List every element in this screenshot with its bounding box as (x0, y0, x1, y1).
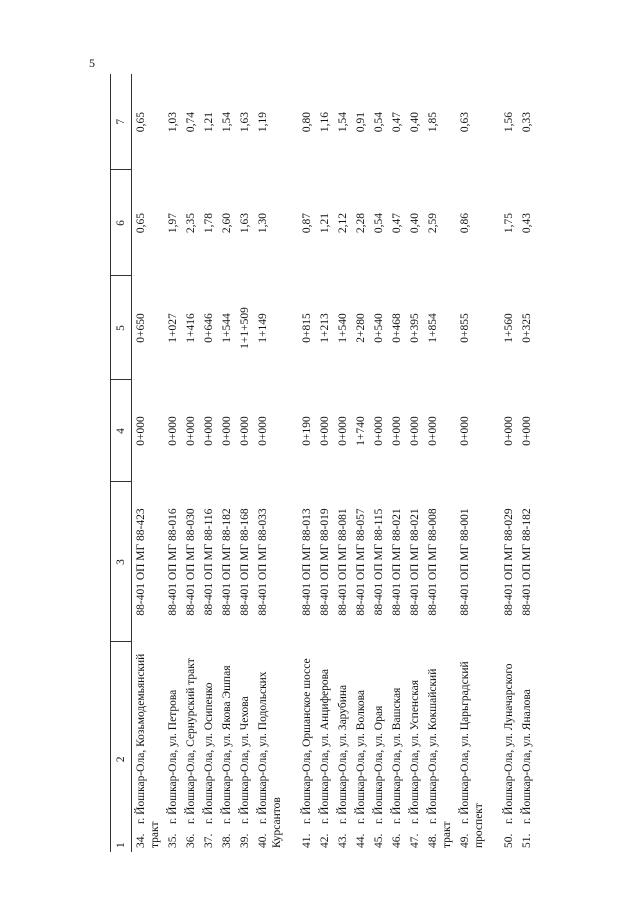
start-km-cell: 0+000 (521, 416, 533, 446)
length-cell: 2,60 (221, 212, 233, 234)
table-row (406, 74, 424, 852)
row-number: 40. (257, 833, 269, 848)
end-km-cell: 1+416 (185, 313, 197, 343)
value-cell: 0,74 (185, 111, 197, 133)
road-name-cell (370, 642, 388, 852)
road-name-cell (132, 642, 165, 852)
end-km-cell: 0+540 (373, 313, 385, 343)
road-code-cell: 88-401 ОП МГ 88-019 (319, 508, 331, 616)
roads-table (110, 74, 536, 852)
column-header: 3 (111, 482, 132, 642)
page-number: 5 (89, 56, 95, 70)
row-number: 38. (221, 833, 233, 848)
road-name-cell (182, 642, 200, 852)
road-name: г. Йошкар-Ола, ул. Чехова (239, 696, 251, 824)
end-km-cell: 1+544 (221, 313, 233, 343)
length-cell: 0,47 (391, 212, 403, 234)
column-header: 5 (111, 276, 132, 380)
road-code-cell: 88-401 ОП МГ 88-029 (503, 508, 515, 616)
road-code-cell: 88-401 ОП МГ 88-182 (221, 508, 233, 616)
row-number: 46. (391, 833, 403, 848)
road-code-cell: 88-401 ОП МГ 88-182 (521, 508, 533, 616)
road-name-cell (254, 642, 286, 852)
road-code-cell: 88-401 ОП МГ 88-021 (391, 508, 403, 616)
road-name-cell (406, 642, 424, 852)
value-cell: 1,03 (167, 111, 179, 133)
start-km-cell: 0+000 (221, 416, 233, 446)
road-name: г. Йошкар-Ола, ул. Волкова (355, 690, 367, 824)
length-cell: 0,65 (135, 212, 147, 234)
start-km-cell: 0+000 (427, 416, 439, 446)
road-name: г. Йошкар-Ола, ул. Подольских Курсантов (257, 671, 283, 848)
header-row (111, 74, 132, 852)
road-name-cell (200, 642, 218, 852)
length-cell: 1,75 (503, 212, 515, 234)
row-gap (286, 74, 298, 852)
value-cell: 0,63 (459, 111, 471, 133)
length-cell: 2,12 (337, 212, 349, 234)
start-km-cell: 0+000 (409, 416, 421, 446)
road-code-cell: 88-401 ОП МГ 88-016 (167, 508, 179, 616)
rotated-table-container (110, 74, 640, 852)
column-header: 6 (111, 170, 132, 276)
row-number: 35. (167, 833, 179, 848)
road-name: г. Йошкар-Ола, ул. Анциферова (319, 668, 331, 824)
end-km-cell: 1+1+509 (239, 307, 251, 349)
table-row (132, 74, 165, 852)
table-row (298, 74, 316, 852)
value-cell: 1,85 (427, 111, 439, 133)
table-row (456, 74, 488, 852)
value-cell: 0,80 (301, 111, 313, 133)
length-cell: 2,59 (427, 212, 439, 234)
road-code-cell: 88-401 ОП МГ 88-116 (203, 508, 215, 616)
road-name-cell (164, 642, 182, 852)
column-header: 7 (111, 74, 132, 170)
length-cell: 2,35 (185, 212, 197, 234)
length-cell: 0,43 (521, 212, 533, 234)
road-name: г. Йошкар-Ола, ул. Яналова (521, 689, 533, 824)
length-cell: 1,21 (319, 212, 331, 234)
start-km-cell: 0+000 (167, 416, 179, 446)
road-code-cell: 88-401 ОП МГ 88-030 (185, 508, 197, 616)
road-name: г. Йошкар-Ола, ул. Успенская (409, 680, 421, 824)
length-cell: 0,87 (301, 212, 313, 234)
start-km-cell: 0+000 (373, 416, 385, 446)
road-name: г. Йошкар-Ола, Оршанское шоссе (301, 658, 313, 824)
road-code-cell: 88-401 ОП МГ 88-008 (427, 508, 439, 616)
road-code-cell: 88-401 ОП МГ 88-021 (409, 508, 421, 616)
road-name-cell (298, 642, 316, 852)
row-number: 44. (355, 833, 367, 848)
value-cell: 0,47 (391, 111, 403, 133)
road-name-cell (518, 642, 536, 852)
road-name-cell (352, 642, 370, 852)
table-row (388, 74, 406, 852)
road-name-cell (500, 642, 518, 852)
end-km-cell: 0+815 (301, 313, 313, 343)
value-cell: 1,54 (337, 111, 349, 133)
row-number: 47. (409, 833, 421, 848)
end-km-cell: 1+540 (337, 313, 349, 343)
table-body (132, 74, 537, 852)
start-km-cell: 0+000 (503, 416, 515, 446)
end-km-cell: 0+468 (391, 313, 403, 343)
table-row (254, 74, 286, 852)
length-cell: 1,30 (257, 212, 269, 234)
table-row (518, 74, 536, 852)
end-km-cell: 0+650 (135, 313, 147, 343)
road-code-cell: 88-401 ОП МГ 88-057 (355, 508, 367, 616)
end-km-cell: 0+325 (521, 313, 533, 343)
road-name: г. Йошкар-Ола, ул. Кокшайский тракт (427, 668, 453, 848)
road-code-cell: 88-401 ОП МГ 88-001 (459, 508, 471, 616)
row-gap (488, 74, 500, 852)
length-cell: 2,28 (355, 212, 367, 234)
length-cell: 1,97 (167, 212, 179, 234)
start-km-cell: 0+000 (337, 416, 349, 446)
table-row (200, 74, 218, 852)
row-number: 42. (319, 833, 331, 848)
table-row (370, 74, 388, 852)
start-km-cell: 0+190 (301, 416, 313, 446)
road-name: г. Йошкар-Ола, ул. Петрова (167, 689, 179, 824)
start-km-cell: 0+000 (459, 416, 471, 446)
table-row (334, 74, 352, 852)
end-km-cell: 0+646 (203, 313, 215, 343)
road-name: г. Йошкар-Ола, Козьмодемьянский тракт (135, 653, 161, 848)
road-name-cell (424, 642, 456, 852)
table-row (424, 74, 456, 852)
column-header: 4 (111, 380, 132, 482)
road-name-cell (218, 642, 236, 852)
length-cell: 1,78 (203, 212, 215, 234)
road-name-cell (236, 642, 254, 852)
road-name: г. Йошкар-Ола, ул. Осипенко (203, 682, 215, 824)
road-name: г. Йошкар-Ола, ул. Царьградский проспект (459, 661, 485, 848)
row-number: 50. (503, 833, 515, 848)
length-cell: 0,40 (409, 212, 421, 234)
road-name: г. Йошкар-Ола, ул. Вашская (391, 687, 403, 824)
value-cell: 0,91 (355, 111, 367, 133)
road-name-cell (388, 642, 406, 852)
row-number: 36. (185, 833, 197, 848)
value-cell: 1,54 (221, 111, 233, 133)
start-km-cell: 0+000 (203, 416, 215, 446)
table-row (236, 74, 254, 852)
row-number: 41. (301, 833, 313, 848)
value-cell: 1,56 (503, 111, 515, 133)
table-row (500, 74, 518, 852)
row-number: 34. (135, 833, 147, 848)
end-km-cell: 0+855 (459, 313, 471, 343)
row-number: 51. (521, 833, 533, 848)
table-row (182, 74, 200, 852)
road-name-cell (334, 642, 352, 852)
row-number: 48. (427, 833, 439, 848)
end-km-cell: 1+213 (319, 313, 331, 343)
value-cell: 1,21 (203, 111, 215, 133)
table-row (164, 74, 182, 852)
road-code-cell: 88-401 ОП МГ 88-168 (239, 508, 251, 616)
road-name: г. Йошкар-Ола, ул. Зарубина (337, 684, 349, 824)
road-name-cell (316, 642, 334, 852)
start-km-cell: 0+000 (391, 416, 403, 446)
start-km-cell: 0+000 (185, 416, 197, 446)
length-cell: 0,54 (373, 212, 385, 234)
value-cell: 1,63 (239, 111, 251, 133)
value-cell: 0,40 (409, 111, 421, 133)
road-name-cell (456, 642, 488, 852)
length-cell: 1,63 (239, 212, 251, 234)
start-km-cell: 0+000 (319, 416, 331, 446)
end-km-cell: 1+149 (257, 313, 269, 343)
end-km-cell: 2+280 (355, 313, 367, 343)
value-cell: 1,19 (257, 111, 269, 133)
row-number: 49. (459, 833, 471, 848)
row-number: 39. (239, 833, 251, 848)
value-cell: 1,16 (319, 111, 331, 133)
road-name: г. Йошкар-Ола, ул. Орая (373, 705, 385, 824)
start-km-cell: 0+000 (257, 416, 269, 446)
road-code-cell: 88-401 ОП МГ 88-081 (337, 508, 349, 616)
value-cell: 0,33 (521, 111, 533, 133)
road-code-cell: 88-401 ОП МГ 88-033 (257, 508, 269, 616)
start-km-cell: 0+000 (135, 416, 147, 446)
value-cell: 0,54 (373, 111, 385, 133)
row-number: 37. (203, 833, 215, 848)
length-cell: 0,86 (459, 212, 471, 234)
end-km-cell: 1+027 (167, 313, 179, 343)
road-code-cell: 88-401 ОП МГ 88-423 (135, 508, 147, 616)
road-code-cell: 88-401 ОП МГ 88-013 (301, 508, 313, 616)
end-km-cell: 0+395 (409, 313, 421, 343)
row-number: 43. (337, 833, 349, 848)
road-name: г. Йошкар-Ола, ул. Якова Эшпая (221, 665, 233, 824)
table-row (352, 74, 370, 852)
end-km-cell: 1+560 (503, 313, 515, 343)
end-km-cell: 1+854 (427, 313, 439, 343)
road-code-cell: 88-401 ОП МГ 88-115 (373, 508, 385, 616)
table-row (316, 74, 334, 852)
start-km-cell: 1+740 (355, 416, 367, 446)
row-number: 45. (373, 833, 385, 848)
road-name: г. Йошкар-Ола, Сернурский тракт (185, 658, 197, 824)
column-header: 12 (111, 642, 132, 852)
start-km-cell: 0+000 (239, 416, 251, 446)
road-name: г. Йошкар-Ола, ул. Луначарского (503, 663, 515, 824)
value-cell: 0,65 (135, 111, 147, 133)
table-row (218, 74, 236, 852)
